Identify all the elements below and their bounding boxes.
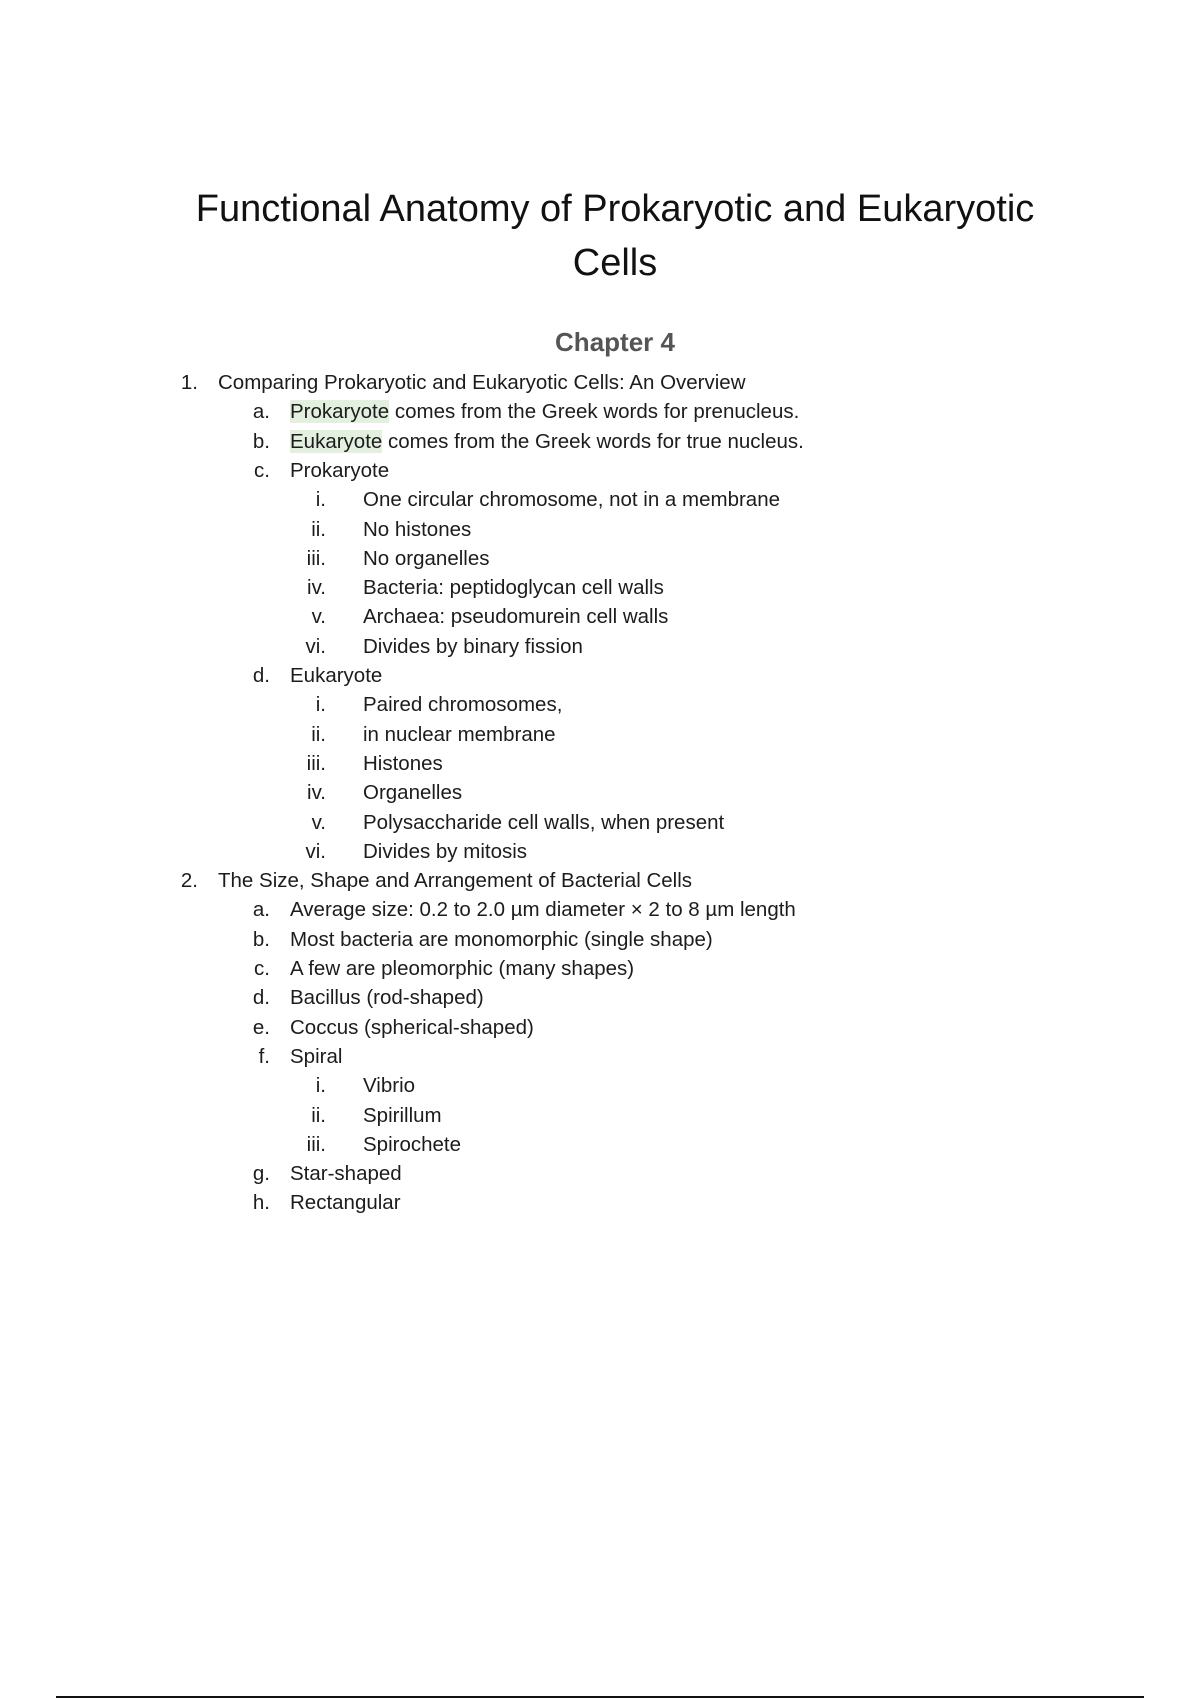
highlighted-term: Eukaryote <box>290 429 383 453</box>
sub-list-item <box>0 749 1200 778</box>
list-text: Spirochete <box>363 1132 462 1156</box>
list-text: Histones <box>363 751 443 775</box>
list-text: Rectangular <box>290 1191 401 1215</box>
list-text-rest: comes from the Greek words for true nucleus. <box>382 429 804 453</box>
list-text: Bacteria: peptidoglycan cell walls <box>363 576 664 600</box>
document-subtitle: Chapter 4 <box>555 327 675 357</box>
list-marker: g. <box>252 1162 270 1186</box>
list-text: in nuclear membrane <box>363 722 556 746</box>
section-heading <box>0 866 1200 895</box>
list-text: Star-shaped <box>290 1162 402 1186</box>
list-text: Most bacteria are monomorphic (single shape) <box>290 927 713 951</box>
list-text: Organelles <box>363 781 463 805</box>
list-item <box>0 1159 1200 1188</box>
list-marker: f. <box>258 1044 270 1068</box>
list-item <box>0 1188 1200 1217</box>
list-marker: vi. <box>305 634 326 658</box>
sub-list-item <box>0 573 1200 602</box>
sub-list-item <box>0 1101 1200 1130</box>
section-heading <box>0 368 1200 397</box>
list-text: The Size, Shape and Arrangement of Bacterial Cells <box>218 869 693 893</box>
list-marker: vi. <box>305 839 326 863</box>
list-item <box>0 954 1200 983</box>
list-text: Polysaccharide cell walls, when present <box>363 810 725 834</box>
list-item <box>0 397 1200 426</box>
list-marker: ii. <box>311 1103 326 1127</box>
list-text: Vibrio <box>363 1074 416 1098</box>
list-marker: i. <box>315 1074 326 1098</box>
list-marker: i. <box>315 488 326 512</box>
list-text: Spiral <box>290 1044 343 1068</box>
sub-list-item <box>0 544 1200 573</box>
list-text: Archaea: pseudomurein cell walls <box>363 605 669 629</box>
highlighted-term: Prokaryote <box>290 400 390 424</box>
sub-list-item <box>0 778 1200 807</box>
list-marker: ii. <box>311 722 326 746</box>
footer-rule <box>56 1696 1144 1698</box>
sub-list-item <box>0 515 1200 544</box>
list-marker: i. <box>315 693 326 717</box>
list-item <box>0 456 1200 485</box>
sub-list-item <box>0 690 1200 719</box>
list-text-rest: comes from the Greek words for prenucleus. <box>389 400 800 424</box>
list-text: A few are pleomorphic (many shapes) <box>290 957 635 980</box>
list-marker: 2. <box>180 869 198 893</box>
list-text: Divides by mitosis <box>363 839 528 863</box>
list-marker: c. <box>254 957 270 980</box>
list-marker: h. <box>252 1191 270 1215</box>
list-marker: d. <box>252 664 270 687</box>
sub-list-item <box>0 720 1200 749</box>
list-marker: iv. <box>307 576 326 600</box>
list-marker: v. <box>311 810 326 834</box>
list-marker: d. <box>252 986 270 1010</box>
list-marker: b. <box>252 429 270 453</box>
list-marker: iv. <box>307 781 326 805</box>
list-text: Prokaryote <box>290 458 390 482</box>
list-text: Average size: 0.2 to 2.0 µm diameter × 2 to 8 µm length <box>290 898 796 922</box>
list-text: Divides by binary fission <box>363 634 583 658</box>
sub-list-item <box>0 808 1200 837</box>
list-item <box>0 983 1200 1012</box>
sub-list-item <box>0 485 1200 514</box>
list-text: Comparing Prokaryotic and Eukaryotic Cells: An Overview <box>218 371 746 394</box>
sub-list-item <box>0 632 1200 661</box>
list-marker: a. <box>252 400 270 424</box>
list-marker: c. <box>254 458 270 482</box>
list-item <box>0 895 1200 924</box>
list-marker: b. <box>252 927 270 951</box>
list-marker: a. <box>252 898 270 922</box>
list-marker: iii. <box>306 546 326 570</box>
list-text: One circular chromosome, not in a membrane <box>363 488 781 512</box>
list-text: Bacillus (rod-shaped) <box>290 986 484 1010</box>
list-text <box>290 427 804 456</box>
list-marker: v. <box>311 605 326 629</box>
list-item <box>0 1042 1200 1071</box>
list-text: Eukaryote <box>290 664 383 687</box>
document-title: Functional Anatomy of Prokaryotic and Eukaryotic Cells <box>195 188 1035 284</box>
list-item <box>0 661 1200 690</box>
list-marker: ii. <box>311 517 326 541</box>
list-item <box>0 1013 1200 1042</box>
list-marker: iii. <box>306 1132 326 1156</box>
list-marker: iii. <box>306 751 326 775</box>
list-text: Spirillum <box>363 1103 442 1127</box>
list-text: No organelles <box>363 546 490 570</box>
list-marker: 1. <box>180 371 198 394</box>
list-item <box>0 925 1200 954</box>
list-item <box>0 427 1200 456</box>
list-text: No histones <box>363 517 472 541</box>
list-text: Paired chromosomes, <box>363 693 563 717</box>
list-marker: e. <box>252 1015 270 1039</box>
sub-list-item <box>0 602 1200 631</box>
sub-list-item <box>0 837 1200 866</box>
sub-list-item <box>0 1130 1200 1159</box>
list-text <box>290 397 799 426</box>
sub-list-item <box>0 1071 1200 1100</box>
list-text: Coccus (spherical-shaped) <box>290 1015 534 1039</box>
